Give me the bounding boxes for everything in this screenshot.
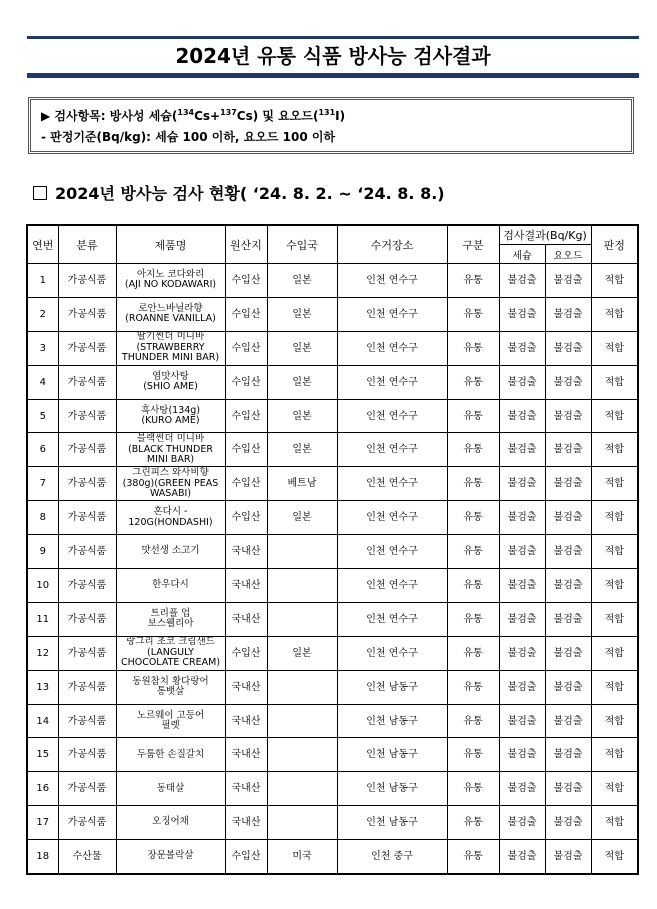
cell-verdict: 적합 xyxy=(591,365,638,399)
test-items-prefix: ▶ 검사항목: 방사성 세슘( xyxy=(41,109,178,123)
cell-category: 가공식품 xyxy=(58,264,116,298)
table-row xyxy=(27,331,638,365)
cell-origin: 수입산 xyxy=(225,840,267,874)
cell-origin: 수입산 xyxy=(225,467,267,501)
cell-category: 가공식품 xyxy=(58,602,116,636)
cell-cesium: 불검출 xyxy=(499,399,545,433)
table-row xyxy=(27,636,638,670)
cell-product: 맛선생 소고기 xyxy=(116,535,225,569)
cell-no: 14 xyxy=(27,704,58,738)
cell-cesium: 불검출 xyxy=(499,840,545,874)
cell-no: 9 xyxy=(27,535,58,569)
cell-no: 2 xyxy=(27,297,58,331)
cell-iodine: 불검출 xyxy=(545,602,591,636)
cell-no: 16 xyxy=(27,772,58,806)
cell-type: 유통 xyxy=(447,704,499,738)
cell-origin: 국내산 xyxy=(225,806,267,840)
cell-product: 동태살 xyxy=(116,772,225,806)
cell-product: 그린피스 와사비향 (380g)(GREEN PEAS WASABI) xyxy=(116,467,225,501)
cell-product: 염맛사탕 (SHIO AME) xyxy=(116,365,225,399)
cell-location: 인천 연수구 xyxy=(337,365,447,399)
cell-verdict: 적합 xyxy=(591,806,638,840)
col-origin-header: 원산지 xyxy=(225,225,267,264)
cell-verdict: 적합 xyxy=(591,433,638,467)
cell-type: 유통 xyxy=(447,670,499,704)
cell-no: 6 xyxy=(27,433,58,467)
cell-product: 아지노 코다와리 (AJI NO KODAWARI) xyxy=(116,264,225,298)
cell-importer xyxy=(267,806,337,840)
cs137-superscript: 137 xyxy=(220,108,237,117)
cell-iodine: 불검출 xyxy=(545,264,591,298)
cell-iodine: 불검출 xyxy=(545,331,591,365)
cell-location: 인천 연수구 xyxy=(337,535,447,569)
cell-cesium: 불검출 xyxy=(499,297,545,331)
cell-type: 유통 xyxy=(447,501,499,535)
cell-iodine: 불검출 xyxy=(545,670,591,704)
cell-location: 인천 연수구 xyxy=(337,602,447,636)
table-header xyxy=(27,225,638,264)
cell-location: 인천 남동구 xyxy=(337,738,447,772)
cell-category: 가공식품 xyxy=(58,670,116,704)
cell-no: 4 xyxy=(27,365,58,399)
cell-location: 인천 연수구 xyxy=(337,501,447,535)
cell-importer: 일본 xyxy=(267,331,337,365)
title-top-rule xyxy=(27,36,639,39)
cell-verdict: 적합 xyxy=(591,636,638,670)
cell-verdict: 적합 xyxy=(591,331,638,365)
cell-origin: 수입산 xyxy=(225,501,267,535)
cell-importer: 미국 xyxy=(267,840,337,874)
cell-no: 7 xyxy=(27,467,58,501)
cell-importer: 베트남 xyxy=(267,467,337,501)
col-result-header: 검사결과(Bq/Kg) xyxy=(499,225,591,245)
cell-verdict: 적합 xyxy=(591,840,638,874)
cell-cesium: 불검출 xyxy=(499,264,545,298)
table-row xyxy=(27,806,638,840)
cell-product: 두툼한 손질갈치 xyxy=(116,738,225,772)
cell-iodine: 불검출 xyxy=(545,433,591,467)
cell-origin: 수입산 xyxy=(225,365,267,399)
cell-importer: 일본 xyxy=(267,433,337,467)
cell-no: 8 xyxy=(27,501,58,535)
table-row xyxy=(27,738,638,772)
cell-type: 유통 xyxy=(447,738,499,772)
cell-no: 10 xyxy=(27,569,58,603)
cell-no: 11 xyxy=(27,602,58,636)
cell-product: 블랙썬더 미니바 (BLACK THUNDER MINI BAR) xyxy=(116,433,225,467)
cell-importer: 일본 xyxy=(267,636,337,670)
cell-type: 유통 xyxy=(447,467,499,501)
cs134-superscript: 134 xyxy=(177,108,195,117)
cell-category: 가공식품 xyxy=(58,738,116,772)
table-row xyxy=(27,569,638,603)
cell-type: 유통 xyxy=(447,806,499,840)
cell-category: 가공식품 xyxy=(58,806,116,840)
iodine-end-text: I) xyxy=(335,109,346,123)
cell-type: 유통 xyxy=(447,840,499,874)
col-type-header: 구분 xyxy=(447,225,499,264)
cell-cesium: 불검출 xyxy=(499,433,545,467)
cell-location: 인천 연수구 xyxy=(337,331,447,365)
cell-verdict: 적합 xyxy=(591,297,638,331)
cell-iodine: 불검출 xyxy=(545,365,591,399)
cell-importer xyxy=(267,670,337,704)
cell-location: 인천 연수구 xyxy=(337,467,447,501)
cell-cesium: 불검출 xyxy=(499,331,545,365)
cell-location: 인천 연수구 xyxy=(337,264,447,298)
cell-origin: 수입산 xyxy=(225,399,267,433)
cell-importer: 일본 xyxy=(267,297,337,331)
cell-origin: 수입산 xyxy=(225,264,267,298)
cell-type: 유통 xyxy=(447,535,499,569)
cell-category: 가공식품 xyxy=(58,535,116,569)
results-table xyxy=(26,224,639,875)
cell-category: 가공식품 xyxy=(58,399,116,433)
cell-iodine: 불검출 xyxy=(545,501,591,535)
cell-verdict: 적합 xyxy=(591,772,638,806)
cell-origin: 수입산 xyxy=(225,636,267,670)
cell-type: 유통 xyxy=(447,365,499,399)
cell-cesium: 불검출 xyxy=(499,806,545,840)
cell-iodine: 불검출 xyxy=(545,399,591,433)
cell-importer: 일본 xyxy=(267,399,337,433)
cell-type: 유통 xyxy=(447,569,499,603)
cell-verdict: 적합 xyxy=(591,569,638,603)
cell-location: 인천 남동구 xyxy=(337,806,447,840)
cell-origin: 수입산 xyxy=(225,331,267,365)
cell-origin: 국내산 xyxy=(225,535,267,569)
table-row xyxy=(27,399,638,433)
cell-iodine: 불검출 xyxy=(545,772,591,806)
cell-location: 인천 연수구 xyxy=(337,297,447,331)
cell-cesium: 불검출 xyxy=(499,501,545,535)
cell-no: 13 xyxy=(27,670,58,704)
cell-product: 노르웨이 고등어 필렛 xyxy=(116,704,225,738)
cell-origin: 수입산 xyxy=(225,297,267,331)
section-title-text: 2024년 방사능 검사 현황( ‘24. 8. 2. ~ ‘24. 8. 8.) xyxy=(55,184,445,203)
cell-importer xyxy=(267,738,337,772)
cell-importer xyxy=(267,704,337,738)
cell-iodine: 불검출 xyxy=(545,569,591,603)
table-row xyxy=(27,670,638,704)
col-product-header: 제품명 xyxy=(116,225,225,264)
cell-cesium: 불검출 xyxy=(499,602,545,636)
table-row xyxy=(27,365,638,399)
col-verdict-header: 판정 xyxy=(591,225,638,264)
cell-origin: 수입산 xyxy=(225,433,267,467)
cell-location: 인천 남동구 xyxy=(337,670,447,704)
cell-category: 가공식품 xyxy=(58,569,116,603)
table-row xyxy=(27,840,638,874)
cell-type: 유통 xyxy=(447,264,499,298)
cell-location: 인천 남동구 xyxy=(337,772,447,806)
cell-location: 인천 남동구 xyxy=(337,704,447,738)
cell-type: 유통 xyxy=(447,331,499,365)
col-category-header: 분류 xyxy=(58,225,116,264)
table-row xyxy=(27,772,638,806)
header-row xyxy=(27,225,638,245)
table-row xyxy=(27,501,638,535)
cell-category: 가공식품 xyxy=(58,331,116,365)
cell-product: 한우다시 xyxy=(116,569,225,603)
cell-product: 혼다시 - 120G(HONDASHI) xyxy=(116,501,225,535)
cell-category: 가공식품 xyxy=(58,704,116,738)
cell-origin: 국내산 xyxy=(225,738,267,772)
cell-verdict: 적합 xyxy=(591,704,638,738)
cell-iodine: 불검출 xyxy=(545,636,591,670)
cell-location: 인천 연수구 xyxy=(337,399,447,433)
cell-type: 유통 xyxy=(447,399,499,433)
table-row xyxy=(27,704,638,738)
cell-location: 인천 연수구 xyxy=(337,433,447,467)
cell-verdict: 적합 xyxy=(591,501,638,535)
cell-category: 가공식품 xyxy=(58,501,116,535)
cell-origin: 국내산 xyxy=(225,569,267,603)
cell-importer xyxy=(267,602,337,636)
cell-product: 흑사탕(134g) (KURO AME) xyxy=(116,399,225,433)
title-bottom-rule xyxy=(27,73,639,78)
cell-type: 유통 xyxy=(447,602,499,636)
table-row xyxy=(27,535,638,569)
standard-line: - 판정기준(Bq/kg): 세슘 100 이하, 요오드 100 이하 xyxy=(41,130,336,144)
cell-iodine: 불검출 xyxy=(545,738,591,772)
cell-verdict: 적합 xyxy=(591,738,638,772)
cell-iodine: 불검출 xyxy=(545,297,591,331)
cell-iodine: 불검출 xyxy=(545,840,591,874)
cell-importer: 일본 xyxy=(267,264,337,298)
cell-category: 가공식품 xyxy=(58,433,116,467)
table-row xyxy=(27,433,638,467)
cell-product: 오징어채 xyxy=(116,806,225,840)
cell-origin: 국내산 xyxy=(225,670,267,704)
cell-product: 랑그리 초코 크림샌드 (LANGULY CHOCOLATE CREAM) xyxy=(116,636,225,670)
col-location-header: 수거장소 xyxy=(337,225,447,264)
cell-cesium: 불검출 xyxy=(499,467,545,501)
cell-verdict: 적합 xyxy=(591,602,638,636)
cell-no: 3 xyxy=(27,331,58,365)
table-row xyxy=(27,264,638,298)
cell-no: 1 xyxy=(27,264,58,298)
section-heading xyxy=(33,181,445,207)
cell-product: 딸기썬더 미니바 (STRAWBERRY THUNDER MINI BAR) xyxy=(116,331,225,365)
cs-plus-text: Cs+ xyxy=(194,109,221,123)
i131-superscript: 131 xyxy=(318,108,336,117)
cell-category: 수산물 xyxy=(58,840,116,874)
cell-iodine: 불검출 xyxy=(545,806,591,840)
cell-category: 가공식품 xyxy=(58,297,116,331)
col-importer-header: 수입국 xyxy=(267,225,337,264)
cell-importer xyxy=(267,535,337,569)
cell-cesium: 불검출 xyxy=(499,636,545,670)
iodine-prefix-text: Cs) 및 요오드( xyxy=(236,109,319,123)
col-cesium-header: 세슘 xyxy=(499,245,545,264)
table-row xyxy=(27,602,638,636)
cell-origin: 국내산 xyxy=(225,602,267,636)
cell-type: 유통 xyxy=(447,636,499,670)
cell-category: 가공식품 xyxy=(58,467,116,501)
cell-cesium: 불검출 xyxy=(499,365,545,399)
cell-iodine: 불검출 xyxy=(545,704,591,738)
cell-location: 인천 중구 xyxy=(337,840,447,874)
cell-importer: 일본 xyxy=(267,501,337,535)
cell-product: 동원참치 황다랑어 통뱃살 xyxy=(116,670,225,704)
cell-cesium: 불검출 xyxy=(499,569,545,603)
cell-cesium: 불검출 xyxy=(499,704,545,738)
cell-origin: 국내산 xyxy=(225,704,267,738)
cell-no: 18 xyxy=(27,840,58,874)
cell-type: 유통 xyxy=(447,433,499,467)
cell-iodine: 불검출 xyxy=(545,467,591,501)
cell-verdict: 적합 xyxy=(591,670,638,704)
cell-origin: 국내산 xyxy=(225,772,267,806)
cell-verdict: 적합 xyxy=(591,467,638,501)
cell-category: 가공식품 xyxy=(58,772,116,806)
cell-iodine: 불검출 xyxy=(545,535,591,569)
cell-cesium: 불검출 xyxy=(499,738,545,772)
page-title: 2024년 유통 식품 방사능 검사결과 xyxy=(175,44,491,68)
cell-no: 17 xyxy=(27,806,58,840)
cell-no: 15 xyxy=(27,738,58,772)
cell-no: 12 xyxy=(27,636,58,670)
col-iodine-header: 요오드 xyxy=(545,245,591,264)
cell-importer xyxy=(267,772,337,806)
cell-no: 5 xyxy=(27,399,58,433)
cell-verdict: 적합 xyxy=(591,399,638,433)
cell-product: 트리플 업 보스웰리아 xyxy=(116,602,225,636)
criteria-box xyxy=(28,97,634,154)
cell-category: 가공식품 xyxy=(58,365,116,399)
cell-location: 인천 연수구 xyxy=(337,569,447,603)
cell-product: 로안느바닐라향 (ROANNE VANILLA) xyxy=(116,297,225,331)
cell-importer xyxy=(267,569,337,603)
cell-verdict: 적합 xyxy=(591,535,638,569)
cell-cesium: 불검출 xyxy=(499,670,545,704)
cell-category: 가공식품 xyxy=(58,636,116,670)
col-no-header: 연번 xyxy=(27,225,58,264)
cell-type: 유통 xyxy=(447,297,499,331)
cell-location: 인천 연수구 xyxy=(337,636,447,670)
table-row xyxy=(27,297,638,331)
cell-cesium: 불검출 xyxy=(499,772,545,806)
cell-cesium: 불검출 xyxy=(499,535,545,569)
cell-importer: 일본 xyxy=(267,365,337,399)
table-body xyxy=(27,264,638,875)
cell-verdict: 적합 xyxy=(591,264,638,298)
table-row xyxy=(27,467,638,501)
test-items-line xyxy=(41,106,631,127)
checkbox-icon xyxy=(33,186,47,200)
cell-product: 장문볼락살 xyxy=(116,840,225,874)
cell-type: 유통 xyxy=(447,772,499,806)
